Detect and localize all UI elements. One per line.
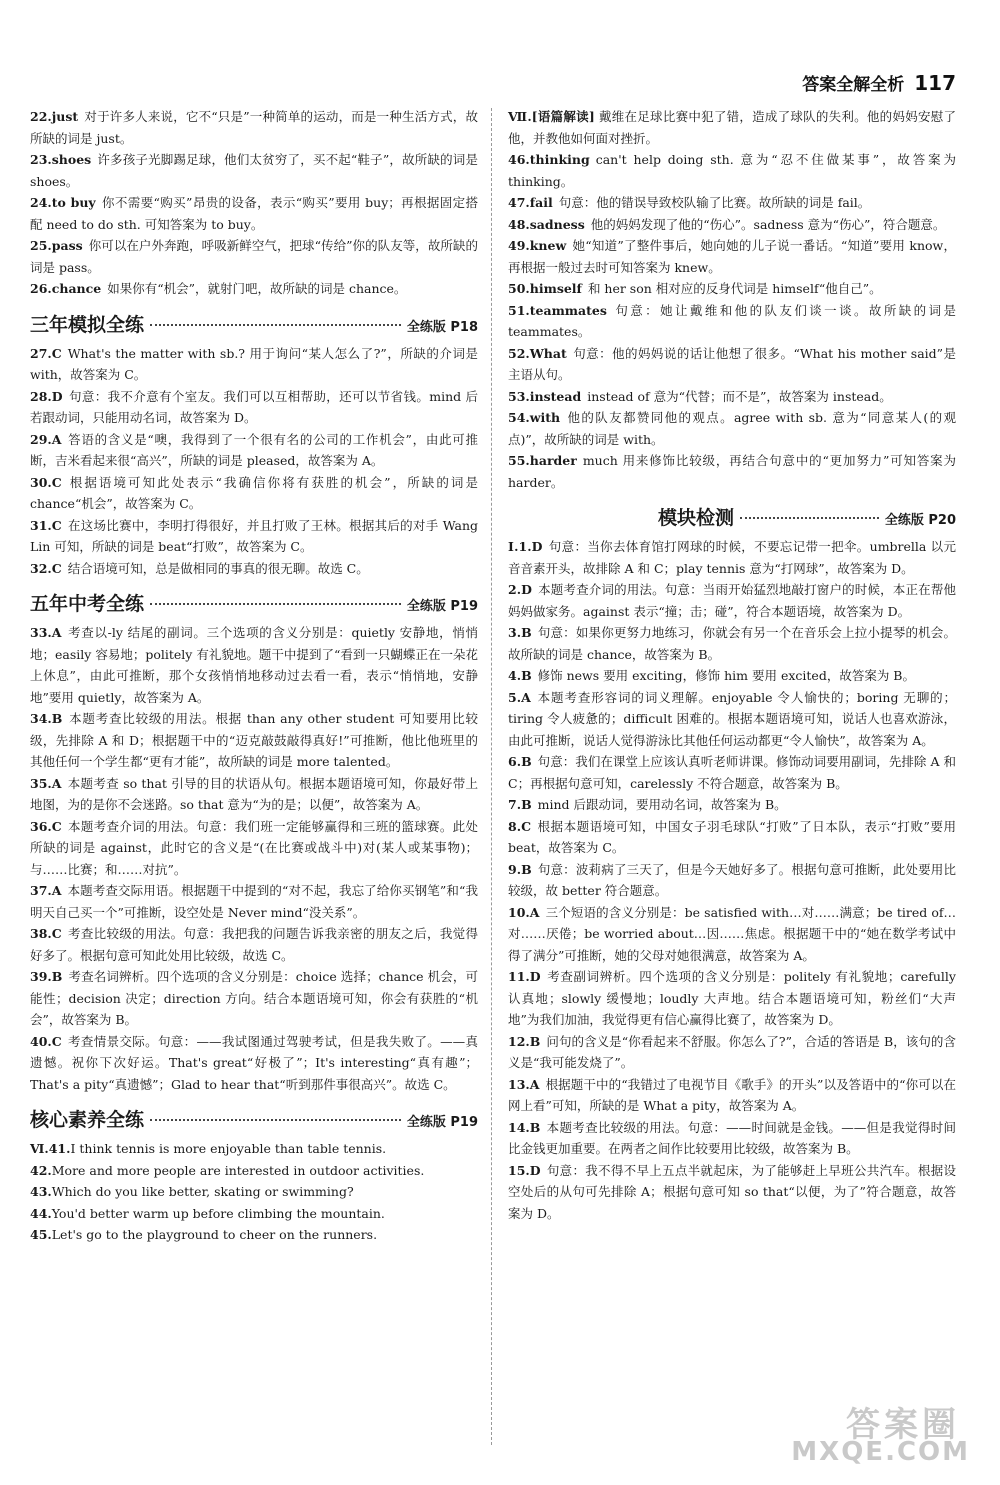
item-text: 句意：如果你更努力地练习，你就会有另一个在音乐会上拉小提琴的机会。故所缺的词是 chance，故答案为 B。 xyxy=(508,625,956,662)
item-text: Which do you like better, skating or swimming? xyxy=(51,1184,354,1199)
item-number: 34. xyxy=(30,711,52,726)
item-answer: C xyxy=(51,818,62,834)
item-text: 句意：当你去体育馆打网球的时候，不要忘记带一把伞。umbrella 以元音音素开头，故排除 A 和 C；play tennis 意为“打网球”，故答案为 D。 xyxy=(508,539,957,576)
item-text: 戴维在足球比赛中犯了错，造成了球队的失利。他的妈妈安慰了他，并教他如何面对挫折。 xyxy=(508,109,956,146)
watermark-logo xyxy=(770,1397,970,1467)
answer-item xyxy=(508,214,956,236)
column-divider xyxy=(491,108,492,1445)
left-top-list xyxy=(30,106,478,300)
item-text: 根据语境可知此处表示“我确信你将有获胜的机会”，所缺的词是 chance“机会”，故答案为 C。 xyxy=(30,474,478,511)
answer-item xyxy=(508,300,956,343)
item-number: 25. xyxy=(30,238,52,253)
item-number: 52. xyxy=(508,345,530,361)
item-answer: D xyxy=(531,539,543,554)
item-text: 考查副词辨析。四个选项的含义分别是：politely 有礼貌地；carefully 认真地；slowly 缓慢地；loudly 大声地。结合本题语境可知，粉丝们“大声地”为我们加油，我觉得更有信心赢得比赛了，故答案为 D。 xyxy=(508,969,956,1027)
item-text: can't help doing sth. 意为“忍不住做某事”，故答案为 thinking。 xyxy=(508,152,956,189)
item-text: 根据本题语境可知，中国女子羽毛球队“打败”了日本队，表示“打败”要用 beat，故答案为 C。 xyxy=(508,818,956,855)
item-number: 45. xyxy=(30,1227,52,1242)
answer-item xyxy=(30,880,478,923)
item-answer: D xyxy=(529,1162,541,1178)
item-answer: D xyxy=(521,582,532,597)
item-answer: A xyxy=(51,775,62,791)
item-answer: with xyxy=(529,410,561,425)
right-column xyxy=(508,106,956,1224)
answer-item xyxy=(30,966,478,1031)
item-answer: teammates xyxy=(529,302,607,318)
item-number: Ⅵ.41. xyxy=(30,1141,71,1156)
item-text: 本题考查介词的用法。句意：我们班一定能够赢得和三班的篮球赛。此处所缺的词是 against，此时它的含义是“(在比赛或战斗中)对(某人或某事物)；与……比赛；和……对抗”。 xyxy=(30,818,478,877)
item-answer: What xyxy=(529,345,567,361)
five-year-list xyxy=(30,622,478,1095)
item-text: 本题考查 so that 引导的目的状语从句。根据本题语境可知，你最好带上地图，为的是你不会迷路。so that 意为“为的是；以便”，故答案为 A。 xyxy=(30,775,478,812)
item-number: 7. xyxy=(508,797,522,812)
answer-item xyxy=(30,1181,478,1203)
item-number: 26. xyxy=(30,281,52,296)
item-number: 3. xyxy=(508,625,522,640)
item-answer: C xyxy=(51,517,62,533)
item-answer: C xyxy=(521,818,532,834)
item-answer: B xyxy=(521,754,532,769)
item-answer: harder xyxy=(529,453,577,468)
item-number: 44. xyxy=(30,1205,52,1221)
item-answer: C xyxy=(51,926,62,941)
item-number: 49. xyxy=(508,238,530,253)
answer-item xyxy=(508,386,956,408)
answer-item xyxy=(508,751,956,794)
item-number: 37. xyxy=(30,883,52,898)
answer-item xyxy=(30,773,478,816)
item-number: 47. xyxy=(508,195,530,210)
item-text: 结合语境可知，总是做相同的事真的很无聊。故选 C。 xyxy=(67,560,369,576)
item-answer: B xyxy=(51,711,63,726)
item-number: 51. xyxy=(508,302,530,318)
answer-item xyxy=(30,149,478,192)
answer-item xyxy=(508,665,956,687)
answer-item xyxy=(30,816,478,881)
item-text: 考查名词辨析。四个选项的含义分别是：choice 选择；chance 机会，可能性；decision 决定；direction 方向。结合本题语境可知，你会有获胜的“机会”，故答案为 B。 xyxy=(30,969,478,1027)
item-text: More and more people are interested in outdoor activities. xyxy=(51,1162,425,1178)
section-ref: 全练版 P20 xyxy=(884,513,956,528)
item-number: 36. xyxy=(30,818,52,834)
section-title: 模块检测 xyxy=(658,507,735,529)
answer-item xyxy=(30,235,478,278)
item-text: 句意：她让戴维和他的队友们谈一谈。故所缺的词是 teammates。 xyxy=(508,302,956,339)
answer-item xyxy=(508,278,956,300)
three-year-list xyxy=(30,343,478,580)
item-number: 22. xyxy=(30,109,52,124)
item-number: 29. xyxy=(30,431,52,447)
answer-item xyxy=(508,1074,956,1117)
item-number: 50. xyxy=(508,281,530,296)
section-title: 三年模拟全练 xyxy=(30,313,145,336)
header-title: 答案全解全析 xyxy=(802,75,905,95)
item-number: 48. xyxy=(508,216,530,232)
item-answer: D xyxy=(51,388,63,404)
item-answer: himself xyxy=(529,281,582,296)
page-header xyxy=(802,70,956,95)
answer-item xyxy=(30,106,478,149)
answer-item xyxy=(508,407,956,450)
item-text: 修饰 news 要用 exciting，修饰 him 要用 excited，故答案为 B。 xyxy=(537,668,915,683)
answer-item xyxy=(508,902,956,967)
item-number: 14. xyxy=(508,1119,530,1135)
item-answer: C xyxy=(51,560,62,576)
item-answer: A xyxy=(51,883,62,898)
item-number: 8. xyxy=(508,818,522,834)
section-header-three-year xyxy=(30,310,478,337)
item-number: 11. xyxy=(508,969,530,984)
watermark-url: MXQE.COM xyxy=(791,1437,970,1467)
answer-item xyxy=(30,278,478,300)
item-answer: B xyxy=(529,1033,541,1049)
item-text: 本题考查交际用语。根据题干中提到的“对不起，我忘了给你买钢笔”和“我明天自己买一个”可推断，设空处是 Never mind“没关系”。 xyxy=(30,883,478,920)
item-answer: shoes xyxy=(51,152,92,167)
item-text: 句意：他的错误导致校队输了比赛。故所缺的词是 fail。 xyxy=(558,195,871,210)
answer-item xyxy=(30,1224,478,1246)
answer-item xyxy=(30,1031,478,1096)
answer-item xyxy=(508,149,956,192)
item-text: 句意：我们在课堂上应该认真听老师讲课。修饰动词要用副词，先排除 A 和 C；再根据句意可知，carelessly 不符合题意，故答案为 B。 xyxy=(508,754,956,791)
item-answer: D xyxy=(529,969,541,984)
item-answer: B xyxy=(529,1119,541,1135)
item-text: mind 后跟动词，要用动名词，故答案为 B。 xyxy=(537,797,787,812)
item-answer: A xyxy=(51,431,62,447)
item-answer: knew xyxy=(529,238,567,253)
answer-item xyxy=(508,450,956,493)
answer-item xyxy=(30,192,478,235)
section-title: 五年中考全练 xyxy=(30,593,145,615)
item-answer: pass xyxy=(51,238,83,253)
item-number: 55. xyxy=(508,453,530,468)
item-text: 本题考查比较级的用法。根据 than any other student 可知要用比较级，先排除 A 和 D；根据题干中的“迈克敲鼓敲得真好!”可推断，他比他班里的其他任何一个学生都“更有才能”，故所缺的词是 more talented。 xyxy=(30,711,478,769)
section-title: 核心素养全练 xyxy=(30,1109,145,1131)
answer-item xyxy=(30,515,478,558)
answer-item xyxy=(30,429,478,472)
answer-item xyxy=(508,235,956,278)
item-text: 本题考查介词的用法。句意：当雨开始猛烈地敲打窗户的时候，本正在帮他妈妈做家务。against 表示“撞；击；碰”，符合本题语境，故答案为 D。 xyxy=(508,582,956,619)
item-number: 27. xyxy=(30,345,52,361)
answer-item xyxy=(30,1160,478,1182)
answer-item xyxy=(508,536,956,579)
item-text: 她“知道”了整件事后，她向她的儿子说一番话。“知道”要用 know，再根据一般过去时可知答案为 knew。 xyxy=(508,238,956,275)
item-number: 35. xyxy=(30,775,52,791)
module-test-list xyxy=(508,536,956,1224)
answer-item xyxy=(30,558,478,580)
item-text: 句意：波莉病了三天了，但是今天她好多了。根据句意可推断，此处要用比较级，故 better 符合题意。 xyxy=(508,861,956,898)
item-text: What's the matter with sb.? 用于询问“某人怎么了?”，所缺的介词是 with，故答案为 C。 xyxy=(30,345,478,382)
answer-item xyxy=(30,343,478,386)
item-text: 问句的含义是“你看起来不舒服。你怎么了?”，合适的答语是 B，该句的含义是“我可能发烧了”。 xyxy=(508,1033,956,1070)
answer-item xyxy=(508,579,956,622)
item-text: 如果你有“机会”，就射门吧，故所缺的词是 chance。 xyxy=(107,281,407,296)
section-header-core xyxy=(30,1105,478,1132)
item-answer: C xyxy=(51,474,62,490)
answer-item xyxy=(508,816,956,859)
answer-item xyxy=(30,1203,478,1225)
item-number: Ⅰ.1. xyxy=(508,539,532,554)
item-text: 在这场比赛中，李明打得很好，并且打败了王林。根据其后的对手 Wang Lin 可知，所缺的词是 beat“打败”，故答案为 C。 xyxy=(30,517,478,554)
item-number: 13. xyxy=(508,1076,530,1092)
item-answer: B xyxy=(51,969,63,984)
item-number: 5. xyxy=(508,689,522,705)
answer-item xyxy=(508,794,956,816)
item-text: 本题考查形容词的词义理解。enjoyable 令人愉快的；boring 无聊的；tiring 令人疲惫的；difficult 困难的。根据本题语境可知，说话人也喜欢游泳，由此可推断，说话人觉得游泳比其他任何运动都更“令人愉快”，故答案为 A。 xyxy=(508,689,956,748)
item-number: 9. xyxy=(508,861,522,877)
item-answer: just xyxy=(51,109,79,124)
item-text: 句意：我不得不早上五点半就起床，为了能够赶上早班公共汽车。根据设空处后的从句可先排除 A；根据句意可知 so that“以便，为了”符合题意，故答案为 D。 xyxy=(508,1162,956,1221)
item-text: 他的妈妈发现了他的“伤心”。sadness 意为“伤心”，符合题意。 xyxy=(590,216,946,232)
item-number: 24. xyxy=(30,195,52,210)
item-answer: thinking xyxy=(529,152,590,167)
item-text: 考查比较级的用法。句意：我把我的问题告诉我亲密的朋友之后，我觉得好多了。根据句意可知此处用比较级，故选 C。 xyxy=(30,926,478,963)
item-number: 33. xyxy=(30,625,52,640)
section-header-five-year xyxy=(30,589,478,616)
left-column xyxy=(30,106,478,1246)
passage-intro xyxy=(508,106,956,149)
item-number: 28. xyxy=(30,388,52,404)
item-text: 和 her son 相对应的反身代词是 himself“他自己”。 xyxy=(587,281,882,296)
item-number: 40. xyxy=(30,1033,52,1049)
section-ref: 全练版 P18 xyxy=(406,319,478,335)
section-ref: 全练版 P19 xyxy=(406,1115,478,1130)
item-text: instead of 意为“代替；而不是”，故答案为 instead。 xyxy=(587,388,892,404)
item-text: Let's go to the playground to cheer on the runners. xyxy=(51,1227,378,1242)
right-top-list xyxy=(508,149,956,493)
section-header-module-test xyxy=(658,503,956,530)
item-answer: A xyxy=(51,625,62,640)
item-text: 根据题干中的“我错过了电视节目《歌手》的开头”以及答语中的“你可以在网上看”可知，所缺的是 What a pity，故答案为 A。 xyxy=(508,1076,956,1113)
item-number: 15. xyxy=(508,1162,530,1178)
item-text: I think tennis is more enjoyable than table tennis. xyxy=(70,1141,387,1156)
answer-item xyxy=(30,472,478,515)
item-text: 他的队友都赞同他的观点。agree with sb. 意为“同意某人(的观点)”，故所缺的词是 with。 xyxy=(508,410,956,447)
item-number: 54. xyxy=(508,410,530,425)
item-answer: B xyxy=(521,625,532,640)
item-text: much 用来修饰比较级，再结合句意中的“更加努力”可知答案为 harder。 xyxy=(508,453,956,490)
item-number: 23. xyxy=(30,152,52,167)
dotted-leader xyxy=(740,517,879,519)
answer-item xyxy=(508,1117,956,1160)
answer-item xyxy=(508,343,956,386)
core-list xyxy=(30,1138,478,1246)
page-number: 117 xyxy=(914,71,956,95)
item-answer: C xyxy=(51,345,62,361)
item-text: 你可以在户外奔跑，呼吸新鲜空气，把球“传给”你的队友等，故所缺的词是 pass。 xyxy=(30,238,478,275)
answer-item xyxy=(30,622,478,708)
item-answer: B xyxy=(521,668,532,683)
answer-item xyxy=(30,923,478,966)
item-text: 答语的含义是“噢，我得到了一个很有名的公司的工作机会”，由此可推断，吉米看起来很“高兴”，所缺的词是 pleased，故答案为 A。 xyxy=(30,431,478,468)
item-text: 对于许多人来说，它不“只是”一种简单的运动，而是一种生活方式，故所缺的词是 just。 xyxy=(30,109,478,146)
answer-item xyxy=(30,1138,478,1160)
item-answer: B xyxy=(521,797,532,812)
answer-item xyxy=(508,622,956,665)
item-number: 46. xyxy=(508,152,530,167)
answer-item xyxy=(508,192,956,214)
item-number: 38. xyxy=(30,926,52,941)
section-ref: 全练版 P19 xyxy=(406,599,478,614)
answer-item xyxy=(508,966,956,1031)
item-answer: instead xyxy=(529,388,582,404)
dotted-leader xyxy=(150,324,401,326)
item-text: 句意：我不介意有个室友。我们可以互相帮助，还可以节省钱。mind 后若跟动词，只能用动名词，故答案为 D。 xyxy=(30,388,478,425)
answer-item xyxy=(30,708,478,773)
item-answer: chance xyxy=(51,281,102,296)
item-text: 考查情景交际。句意：——我试图通过驾驶考试，但是我失败了。——真遗憾。祝你下次好运。That's great“好极了”；It's interesting“真有趣”；That's a pity“真遗憾”；Glad to hear that“听到那件事很高兴”。故选 C。 xyxy=(30,1033,478,1092)
dotted-leader xyxy=(150,603,401,605)
item-answer: sadness xyxy=(529,216,585,232)
watermark-text: 答案圈 xyxy=(846,1405,960,1445)
item-number: 32. xyxy=(30,560,52,576)
answer-item xyxy=(30,386,478,429)
item-text: 你不需要“购买”昂贵的设备，表示“购买”要用 buy；再根据固定搭配 need to do sth. 可知答案为 to buy。 xyxy=(30,195,478,232)
item-number: 30. xyxy=(30,474,52,490)
item-text: 考查以-ly 结尾的副词。三个选项的含义分别是：quietly 安静地，悄悄地；easily 容易地；politely 有礼貌地。题干中提到了“看到一只蝴蝶正在一朵花上休息”，由此可推断，那个女孩悄悄地移动过去看一看，表示“悄悄地，安静地”要用 quietly，故答案为 A。 xyxy=(30,625,478,705)
item-text: 三个短语的含义分别是：be satisfied with…对……满意；be tired of…对……厌倦；be worried about…因……焦虑。根据题干中的“她在数学考试中得了满分”可推断，她的父母对她很满意，故答案为 A。 xyxy=(508,904,956,963)
item-answer: A xyxy=(529,904,540,920)
answer-item xyxy=(508,859,956,902)
item-number: 39. xyxy=(30,969,52,984)
item-number: 53. xyxy=(508,388,530,404)
item-number: Ⅶ. xyxy=(508,109,532,124)
answer-item xyxy=(508,1031,956,1074)
item-answer: to buy xyxy=(51,195,96,210)
item-text: You'd better warm up before climbing the mountain. xyxy=(51,1205,385,1221)
item-number: 42. xyxy=(30,1162,52,1178)
item-number: 4. xyxy=(508,668,522,683)
item-text: 许多孩子光脚踢足球，他们太贫穷了，买不起“鞋子”，故所缺的词是 shoes。 xyxy=(30,152,478,189)
item-answer: A xyxy=(529,1076,540,1092)
item-answer: fail xyxy=(529,195,553,210)
item-number: 43. xyxy=(30,1184,52,1199)
item-number: 31. xyxy=(30,517,52,533)
item-number: 12. xyxy=(508,1033,530,1049)
answer-item xyxy=(508,687,956,752)
item-answer: B xyxy=(521,861,532,877)
answer-item xyxy=(508,1160,956,1225)
item-text: 本题考查比较级的用法。句意：——时间就是金钱。——但是我觉得时间比金钱更加重要。在两者之间作比较要用比较级，故答案为 B。 xyxy=(508,1119,956,1156)
item-number: 10. xyxy=(508,904,530,920)
item-text: 句意：他的妈妈说的话让他想了很多。“What his mother said”是主语从句。 xyxy=(508,345,956,382)
passage-tag: [语篇解读] xyxy=(531,109,595,124)
item-number: 6. xyxy=(508,754,522,769)
item-number: 2. xyxy=(508,582,522,597)
dotted-leader xyxy=(150,1119,401,1121)
item-answer: C xyxy=(51,1033,62,1049)
item-answer: A xyxy=(521,689,531,705)
